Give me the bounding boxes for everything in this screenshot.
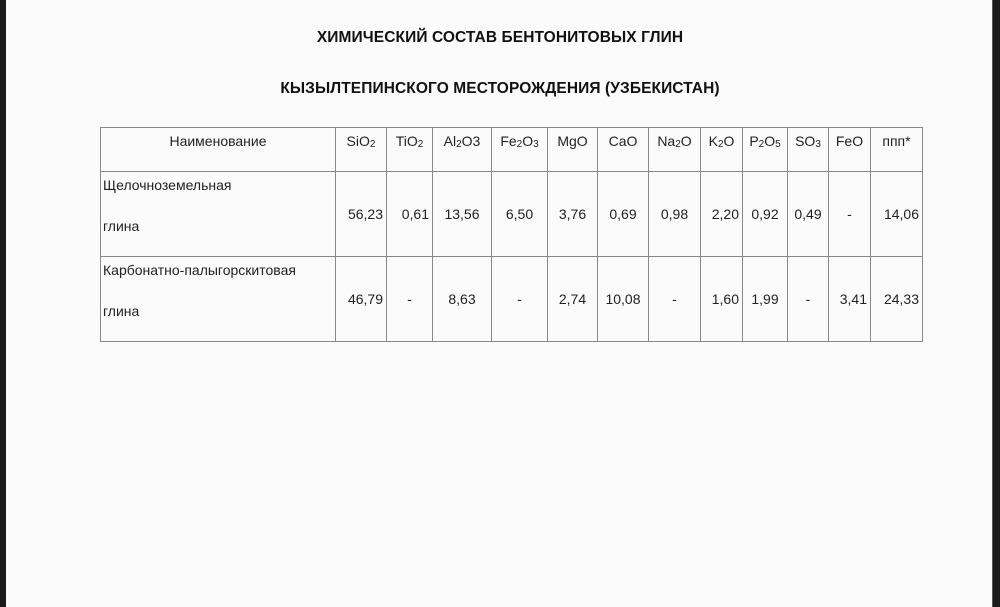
header-label: TiO <box>395 133 418 149</box>
cell-mgo: 3,76 <box>548 172 598 257</box>
cell-tio2: - <box>387 257 433 342</box>
header-subscript: 2 <box>675 139 681 150</box>
cell-al2o3: 13,56 <box>433 172 492 257</box>
row-name-line-2: глина <box>103 303 140 319</box>
cell-fe2o3: 6,50 <box>492 172 548 257</box>
header-sio2 <box>336 128 387 172</box>
cell-k2o: 2,20 <box>701 172 743 257</box>
cell-sio2: 56,23 <box>336 172 387 257</box>
header-label: Al <box>443 133 457 149</box>
header-label: SiO <box>346 133 370 149</box>
cell-cao: 0,69 <box>598 172 649 257</box>
table-row <box>101 257 923 342</box>
header-label: Na <box>657 133 676 149</box>
header-label: SO <box>795 133 816 149</box>
header-subscript: 3 <box>815 139 821 150</box>
cell-cao: 10,08 <box>598 257 649 342</box>
row-name-line-1: Щелочноземельная <box>103 177 232 193</box>
document-title-line-2: КЫЗЫЛТЕПИНСКОГО МЕСТОРОЖДЕНИЯ (УЗБЕКИСТАН) <box>280 80 720 97</box>
document-title-line-1: ХИМИЧЕСКИЙ СОСТАВ БЕНТОНИТОВЫХ ГЛИН <box>316 29 684 46</box>
cell-feo: - <box>829 172 871 257</box>
row-name-line-2: глина <box>103 218 140 234</box>
header-subscript: 2 <box>456 139 462 150</box>
header-label: Fe <box>500 133 517 149</box>
header-label: CaO <box>608 133 638 149</box>
cell-p2o5: 0,92 <box>743 172 788 257</box>
header-feo <box>829 128 871 172</box>
cell-na2o: - <box>649 257 701 342</box>
header-subscript: 2 <box>758 139 765 150</box>
row-name-line-1: Карбонатно-палыгорскитовая <box>103 262 296 278</box>
cell-ppp: 14,06 <box>871 172 923 257</box>
header-label-tail: O <box>680 133 692 149</box>
header-label-tail: O3 <box>461 133 481 149</box>
cell-fe2o3: - <box>492 257 548 342</box>
header-label: MgO <box>557 133 588 149</box>
cell-feo: 3,41 <box>829 257 871 342</box>
cell-mgo: 2,74 <box>548 257 598 342</box>
table-row <box>101 172 923 257</box>
header-label: FeO <box>835 133 864 149</box>
chemical-composition-table <box>100 127 923 342</box>
header-label-tail: O <box>522 133 534 149</box>
header-fe2o3 <box>492 128 548 172</box>
header-label-tail: O <box>764 133 776 149</box>
header-label: Наименование <box>169 133 267 149</box>
header-cao <box>598 128 649 172</box>
header-subscript: 3 <box>533 139 539 150</box>
cell-tio2: 0,61 <box>387 172 433 257</box>
header-label: ппп* <box>882 133 911 149</box>
header-tio2 <box>387 128 433 172</box>
header-so3 <box>788 128 829 172</box>
cell-so3: 0,49 <box>788 172 829 257</box>
header-ppp <box>871 128 923 172</box>
cell-so3: - <box>788 257 829 342</box>
header-subscript: 5 <box>775 139 781 150</box>
header-na2o <box>649 128 701 172</box>
cell-ppp: 24,33 <box>871 257 923 342</box>
cell-al2o3: 8,63 <box>433 257 492 342</box>
header-subscript: 2 <box>717 139 724 150</box>
header-k2o <box>701 128 743 172</box>
cell-p2o5: 1,99 <box>743 257 788 342</box>
header-mgo <box>548 128 598 172</box>
header-label: P <box>749 133 759 149</box>
header-name <box>101 128 336 172</box>
header-p2o5 <box>743 128 788 172</box>
header-subscript: 2 <box>417 139 424 150</box>
header-label-tail: O <box>723 133 735 149</box>
cell-na2o: 0,98 <box>649 172 701 257</box>
cell-sio2: 46,79 <box>336 257 387 342</box>
header-al2o3 <box>433 128 492 172</box>
header-subscript: 2 <box>516 139 523 150</box>
cell-k2o: 1,60 <box>701 257 743 342</box>
table-header-row <box>101 128 923 172</box>
header-label: K <box>708 133 718 149</box>
row-name-cell <box>101 257 336 342</box>
row-name-cell <box>101 172 336 257</box>
header-subscript: 2 <box>369 139 376 150</box>
